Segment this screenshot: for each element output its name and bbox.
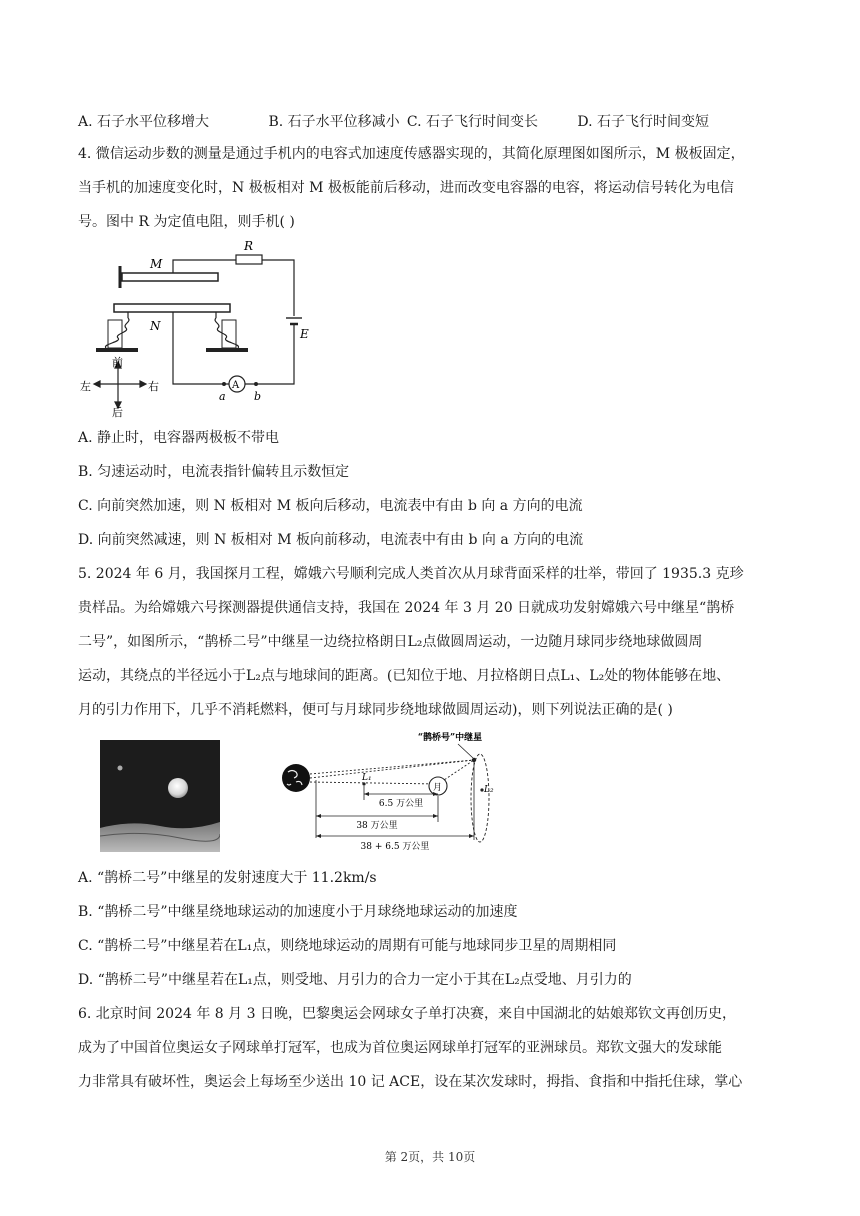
n-plate xyxy=(114,304,230,312)
l1-label: L₁ xyxy=(362,773,372,783)
q3-option-a: A. 石子水平位移增大 xyxy=(78,114,210,130)
relay-satellite xyxy=(472,758,476,762)
distant-planet xyxy=(118,766,123,771)
r-label: R xyxy=(244,239,254,253)
front-label: 前 xyxy=(112,356,123,369)
back-label: 后 xyxy=(112,406,123,419)
moon-label: 月 xyxy=(433,783,443,793)
q5-option-d: D. “鹊桥二号”中继星若在L₁点，则受地、月引力的合力一定小于其在L₂点受地、月引力的 xyxy=(78,972,632,988)
l2-label: L₂ xyxy=(484,785,494,795)
m-label: M xyxy=(150,257,163,271)
right-spring xyxy=(215,310,238,348)
q5-stem-line-1: 5. 2024 年 6 月，我国探月工程，嫦娥六号顺利完成人类首次从月球背面采样的壮举，带回了 1935.3 克珍 xyxy=(78,566,744,582)
q5-option-c: C. “鹊桥二号”中继星若在L₁点，则绕地球运动的周期有可能与地球同步卫星的周期相同 xyxy=(78,938,617,954)
q5-stem-line-4: 运动，其绕点的半径远小于L₂点与地球间的距离。(已知位于地、月拉格朗日点L₁、L₂处的物体能够在地、 xyxy=(78,668,731,684)
q3-options xyxy=(78,112,709,132)
ammeter-label: A xyxy=(232,380,240,391)
right-support xyxy=(206,348,248,352)
resistor-r xyxy=(236,255,262,264)
m-plate xyxy=(122,273,218,281)
b-label: b xyxy=(254,390,262,403)
q4-option-c: C. 向前突然加速，则 N 板相对 M 板向后移动，电流表中有由 b 向 a 方向的电流 xyxy=(78,498,583,514)
relay-satellite-label: “鹊桥号”中继星 xyxy=(417,733,483,743)
q4-stem-line-2: 当手机的加速度变化时，N 极板相对 M 极板能前后移动，进而改变电容器的电容，将运动信号转化为电信 xyxy=(78,180,734,196)
q4-stem-line-3: 号。图中 R 为定值电阻，则手机( ) xyxy=(78,214,295,230)
left-spring xyxy=(105,310,128,348)
q6-stem-line-2: 成为了中国首位奥运女子网球单打冠军，也成为首位奥运网球单打冠军的亚洲球员。郑钦文强大的发球能 xyxy=(78,1040,722,1056)
q5-option-a: A. “鹊桥二号”中继星的发射速度大于 11.2km/s xyxy=(78,870,377,886)
e-label: E xyxy=(300,327,309,341)
right-label: 右 xyxy=(148,380,159,393)
q4-stem-line-1: 4. 微信运动步数的测量是通过手机内的电容式加速度传感器实现的，其简化原理图如图所示，M 极板固定， xyxy=(78,146,745,162)
earth xyxy=(282,764,310,792)
q4-option-b: B. 匀速运动时，电流表指针偏转且示数恒定 xyxy=(78,464,350,480)
point-b xyxy=(254,382,258,386)
q3-option-d: D. 石子飞行时间变短 xyxy=(577,114,709,130)
q5-stem-line-3: 二号”，如图所示，“鹊桥二号”中继星一边绕拉格朗日L₂点做圆周运动，一边随月球同步绕地球做圆周 xyxy=(78,634,703,650)
page-footer: 第 2页，共 10页 xyxy=(384,1150,476,1164)
q3-option-c: C. 石子飞行时间变长 xyxy=(406,114,539,130)
q5-orbit-diagram xyxy=(278,728,508,854)
left-label: 左 xyxy=(80,380,91,393)
q5-photo xyxy=(100,740,220,852)
q5-option-b: B. “鹊桥二号”中继星绕地球运动的加速度小于月球绕地球运动的加速度 xyxy=(78,904,518,920)
q5-stem-line-5: 月的引力作用下，几乎不消耗燃料，便可与月球同步绕地球做圆周运动)，则下列说法正确的是( ) xyxy=(78,702,673,718)
moon-photo xyxy=(168,778,188,798)
q4-option-d: D. 向前突然减速，则 N 板相对 M 板向前移动，电流表中有由 b 向 a 方向的电流 xyxy=(78,532,584,548)
q6-stem-line-3: 力非常具有破坏性，奥运会上每场至少送出 10 记 ACE，设在某次发球时，拇指、食指和中指托住球，掌心 xyxy=(78,1074,743,1090)
q3-option-b: B. 石子水平位移减小 xyxy=(268,114,400,130)
left-support xyxy=(96,348,138,352)
point-a xyxy=(222,382,226,386)
q4-option-a: A. 静止时，电容器两极板不带电 xyxy=(78,430,280,446)
q5-stem-line-2: 贵样品。为给嫦娥六号探测器提供通信支持，我国在 2024 年 3 月 20 日就成功发射嫦娥六号中继星“鹊桥 xyxy=(78,600,735,616)
distance-sum-label: 38 + 6.5 万公里 xyxy=(360,842,430,852)
q4-circuit-figure xyxy=(78,238,318,420)
distance-38-label: 38 万公里 xyxy=(356,821,398,831)
q6-stem-line-1: 6. 北京时间 2024 年 8 月 3 日晚，巴黎奥运会网球女子单打决赛，来自中国湖北的姑娘郑钦文再创历史， xyxy=(78,1006,736,1022)
n-label: N xyxy=(150,319,161,333)
a-label: a xyxy=(219,390,226,403)
distance-6-5-label: 6.5 万公里 xyxy=(378,799,424,809)
